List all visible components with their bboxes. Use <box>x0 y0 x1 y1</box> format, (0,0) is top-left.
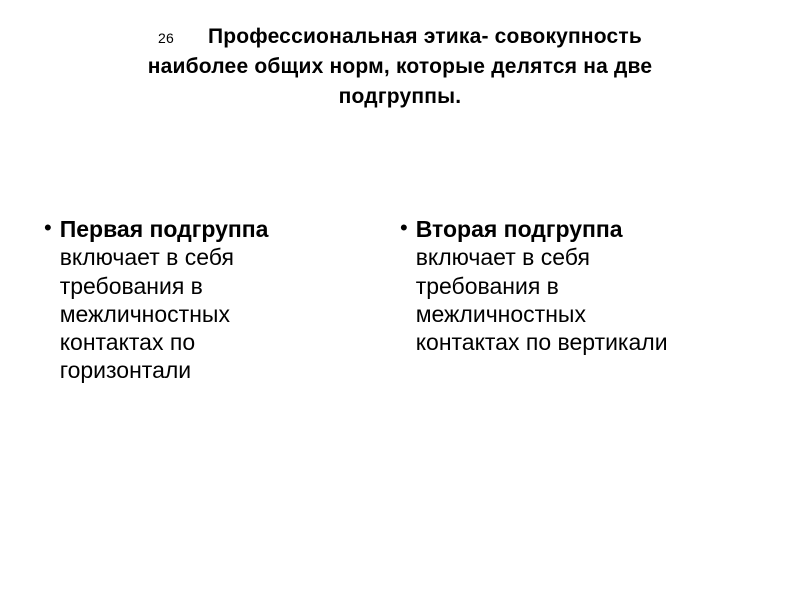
content-columns <box>0 215 800 385</box>
title-line-2: наиболее общих норм, которые делятся на две <box>147 54 653 78</box>
bullet-rest: включает в себя требования в межличностных контактах по вертикали <box>415 244 668 356</box>
bullet-icon: • <box>400 215 408 240</box>
list-item <box>400 215 760 356</box>
bullet-rest: включает в себя требования в межличностных контактах по горизонтали <box>59 244 234 384</box>
list-item <box>44 215 380 385</box>
column-right <box>380 215 760 356</box>
slide-number: 26 <box>157 30 174 46</box>
title-line-3: подгруппы. <box>338 84 462 108</box>
bullet-lead: Вторая подгруппа <box>415 216 623 242</box>
bullet-lead: Первая подгруппа <box>59 216 269 242</box>
title-line-1 <box>40 22 760 52</box>
page-title <box>40 22 760 111</box>
bullet-text <box>416 215 684 356</box>
bullet-icon: • <box>44 215 52 240</box>
bullet-text <box>60 215 328 385</box>
column-left <box>0 215 380 385</box>
title-text-1: Профессиональная этика- совокупность <box>207 25 643 48</box>
